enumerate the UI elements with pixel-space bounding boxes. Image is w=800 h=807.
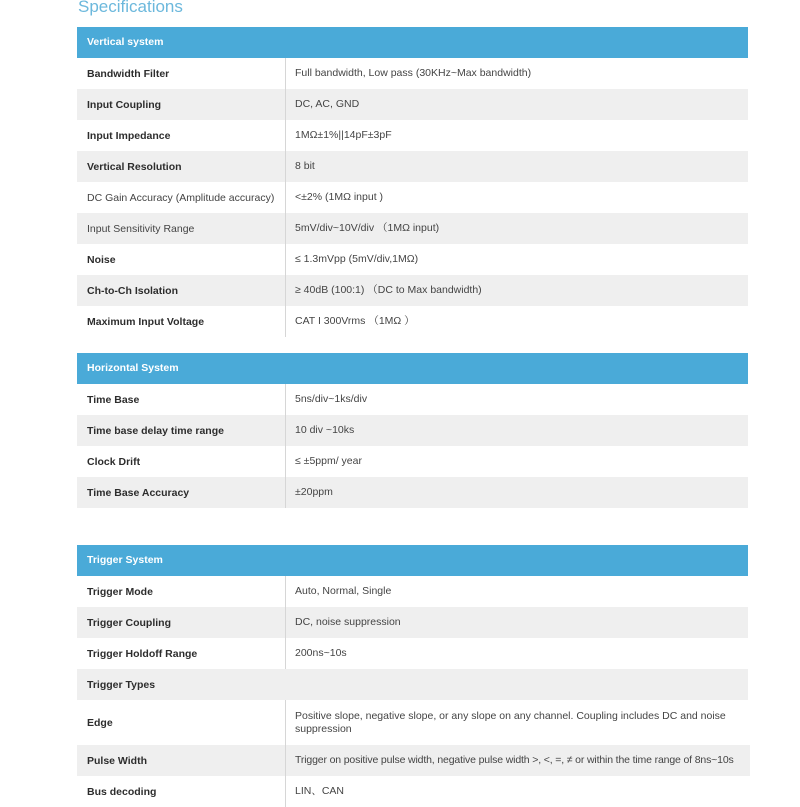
table-row	[77, 182, 748, 213]
row-value: 5ns/div~1ks/div	[295, 393, 368, 405]
row-label: Trigger Mode	[77, 576, 286, 607]
row-label: Bus decoding	[77, 776, 286, 807]
row-label: Ch-to-Ch Isolation	[77, 275, 286, 306]
row-value: DC, AC, GND	[295, 98, 360, 110]
table-row	[77, 477, 748, 508]
table-row	[77, 576, 748, 607]
table-row	[77, 607, 748, 638]
table-row	[77, 700, 748, 745]
row-value: 8 bit	[295, 160, 315, 172]
row-label: Vertical Resolution	[77, 151, 286, 182]
section-header-vertical: Vertical system	[77, 27, 748, 58]
row-label: Input Coupling	[77, 89, 286, 120]
table-row	[77, 151, 748, 182]
row-label: DC Gain Accuracy (Amplitude accuracy)	[77, 182, 286, 213]
row-value: Full bandwidth, Low pass (30KHz~Max bandwidth)	[295, 67, 532, 79]
row-value: ≤ 1.3mVpp (5mV/div,1MΩ)	[295, 253, 419, 265]
row-label: Trigger Holdoff Range	[77, 638, 286, 669]
table-row	[77, 776, 748, 807]
table-row	[77, 306, 748, 337]
table-row	[77, 58, 748, 89]
table-row	[77, 244, 748, 275]
row-label: Input Sensitivity Range	[77, 213, 286, 244]
row-label: Bandwidth Filter	[77, 58, 286, 89]
row-value: 1MΩ±1%||14pF±3pF	[295, 129, 392, 141]
row-label: Edge	[77, 700, 286, 745]
table-row	[77, 275, 748, 306]
row-label: Time base delay time range	[77, 415, 286, 446]
row-value: Auto, Normal, Single	[295, 585, 392, 597]
table-row	[77, 384, 748, 415]
vertical-system-table	[77, 27, 748, 337]
row-label: Pulse Width	[77, 745, 286, 776]
table-row	[77, 89, 748, 120]
row-value: LIN、CAN	[295, 785, 345, 797]
table-row	[77, 213, 748, 244]
table-row	[77, 638, 748, 669]
row-label: Trigger Coupling	[77, 607, 286, 638]
row-label: Noise	[77, 244, 286, 275]
row-label: Input Impedance	[77, 120, 286, 151]
section-header-horizontal: Horizontal System	[77, 353, 748, 384]
table-subheader-row	[77, 669, 748, 700]
row-label: Time Base Accuracy	[77, 477, 286, 508]
row-value: 10 div ~10ks	[295, 424, 355, 436]
row-value: <±2% (1MΩ input )	[295, 191, 384, 203]
section-header-trigger: Trigger System	[77, 545, 748, 576]
row-value: ≤ ±5ppm/ year	[295, 455, 362, 467]
table-row	[77, 120, 748, 151]
row-label: Maximum Input Voltage	[77, 306, 286, 337]
page-title: Specifications	[78, 0, 183, 16]
row-label: Clock Drift	[77, 446, 286, 477]
subheader-trigger-types: Trigger Types	[87, 678, 156, 691]
table-row	[77, 446, 748, 477]
horizontal-system-table	[77, 353, 748, 508]
row-value: 5mV/div~10V/div （1MΩ input)	[295, 222, 440, 234]
row-value: CAT I 300Vrms （1MΩ ）	[295, 315, 415, 327]
row-value: ±20ppm	[295, 486, 333, 498]
table-row	[77, 745, 750, 776]
row-value: 200ns~10s	[295, 647, 347, 659]
row-label: Time Base	[77, 384, 286, 415]
row-value: ≥ 40dB (100:1) （DC to Max bandwidth)	[295, 284, 482, 296]
trigger-system-table	[77, 545, 748, 807]
row-value: Positive slope, negative slope, or any slope on any channel. Coupling includes DC and noise suppression	[295, 709, 726, 735]
row-value: Trigger on positive pulse width, negative pulse width >, <, =, ≠ or within the time range of 8ns~10s	[295, 754, 734, 766]
table-row	[77, 415, 748, 446]
row-value: DC, noise suppression	[295, 616, 401, 628]
